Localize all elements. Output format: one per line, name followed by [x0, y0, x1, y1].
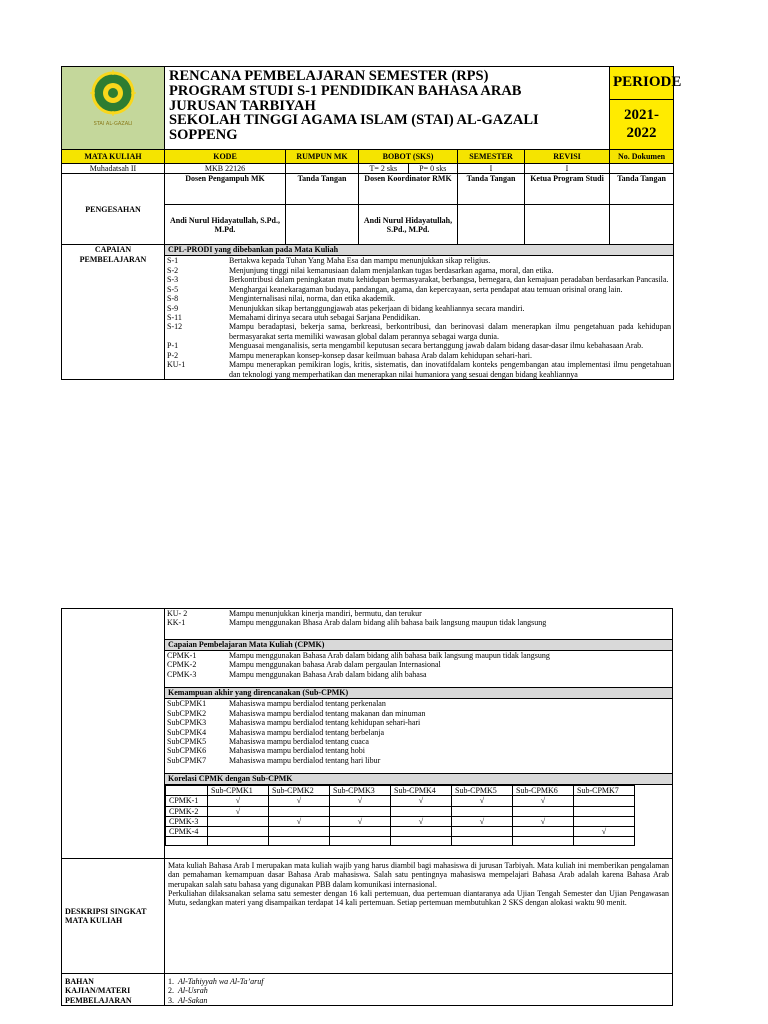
subcpmk-row-code: SubCPMK1	[167, 699, 207, 709]
course-rumpun	[286, 164, 359, 174]
korelasi-cell	[513, 827, 574, 837]
korelasi-col-header: Sub-CPMK5	[452, 786, 513, 796]
title-line-3: JURUSAN TARBIYAH	[169, 97, 316, 114]
korelasi-row-label: CPMK-4	[166, 827, 208, 837]
korelasi-cell: √	[391, 816, 452, 826]
cpl-row-text: Menghargai keanekaragaman budaya, pandangan, agama, dan kepercayaan, serta pendapat atau temuan orisinal orang lain.	[229, 284, 623, 294]
korelasi-row	[166, 796, 635, 806]
course-dokumen	[610, 164, 674, 174]
korelasi-cell	[208, 827, 269, 837]
cpl-row-text: Menjunjung tinggi nilai kemanusiaan dalam menjalankan tugas berdasarkan agama, moral, dan etika.	[229, 265, 554, 275]
korelasi-row-label	[166, 837, 208, 846]
cpl-row-code: S-5	[167, 284, 179, 294]
cpl-row	[165, 618, 672, 627]
korelasi-row-label: CPMK-2	[166, 806, 208, 816]
cpl-row-code: KK-1	[167, 618, 186, 628]
korelasi-cell: √	[513, 816, 574, 826]
subcpmk-row	[165, 728, 672, 737]
korelasi-col-header: Sub-CPMK7	[574, 786, 635, 796]
pengesahan-label: PENGESAHAN	[62, 174, 165, 245]
korelasi-col-header	[166, 786, 208, 796]
header-revisi: REVISI	[525, 150, 610, 164]
korelasi-cell	[574, 806, 635, 816]
col-ttd-3: Tanda Tangan	[610, 174, 674, 205]
rps-page-2	[61, 608, 673, 1006]
cpl-row-code: P-1	[167, 341, 179, 351]
bobot-praktik: P= 0 sks	[419, 164, 447, 174]
cpl-row-text: Mampu menunjukkan kinerja mandiri, bermutu, dan terukur	[229, 609, 422, 618]
korelasi-cell	[513, 806, 574, 816]
korelasi-cell	[330, 806, 391, 816]
subcpmk-row-code: SubCPMK5	[167, 736, 207, 746]
subcpmk-row-text: Mahasiswa mampu berdialod tentang berbelanja	[229, 727, 385, 737]
korelasi-col-header: Sub-CPMK3	[330, 786, 391, 796]
korelasi-col-header: Sub-CPMK2	[269, 786, 330, 796]
header-bobot: BOBOT (SKS)	[359, 150, 458, 164]
cpmk-row	[165, 660, 672, 669]
document-title	[165, 67, 610, 150]
subcpmk-row-text: Mahasiswa mampu berdialod tentang hari libur	[229, 755, 381, 765]
periode-value: 2021-2022	[610, 100, 674, 150]
logo-emblem-icon	[83, 67, 143, 133]
course-revisi: I	[525, 164, 610, 174]
col-ketua-prodi: Ketua Program Studi	[525, 174, 610, 205]
korelasi-cell	[574, 796, 635, 806]
cpl-row	[165, 275, 673, 284]
korelasi-cell: √	[574, 827, 635, 837]
subcpmk-row	[165, 699, 672, 708]
bahan-item-3: 3. Al-Sakan	[168, 995, 208, 1005]
cpl-row	[165, 304, 673, 313]
course-code: MKB 22126	[165, 164, 286, 174]
cpl-row	[165, 285, 673, 294]
subcpmk-row-code: SubCPMK7	[167, 755, 207, 765]
header-kode: KODE	[165, 150, 286, 164]
deskripsi-text-2: Perkuliahan dilaksanakan selama satu semester dengan 16 kali pertemuan, dua pertemuan diantaranya ada Ujian Tengah Semester dan Ujian Pengawasan Mutu, sedangkan materi yang disampaikan terdapat 14 kali pertemuan. Setiap pertemuan membutuhkan 2 SKS dengan alokasi waktu 90 menit.	[168, 888, 669, 907]
subcpmk-row	[165, 737, 672, 746]
cpl-row-code: S-2	[167, 265, 179, 275]
cpl-row-code: S-1	[167, 256, 179, 266]
subcpmk-row-text: Mahasiswa mampu berdialod tentang kehidupan sehari-hari	[229, 718, 421, 728]
korelasi-cell: √	[330, 816, 391, 826]
korelasi-cell: √	[452, 816, 513, 826]
subcpmk-row-text: Mahasiswa mampu berdialod tentang makanan dan minuman	[229, 708, 426, 718]
cpl-header: CPL-PRODI yang dibebankan pada Mata Kuliah	[165, 245, 673, 256]
cpl-row-text: Berkontribusi dalam peningkatan mutu kehidupan bermasyarakat, berbangsa, bernegara, dan kemajuan peradaban berdasarkan Pancasila.	[229, 275, 669, 285]
subcpmk-row	[165, 756, 672, 765]
bahan-label: BAHAN KAJIAN/MATERI PEMBELAJARAN	[62, 974, 165, 1006]
cpl-row-text: Memahami dirinya secara utuh sebagai Sarjana Pendidikan.	[229, 313, 421, 322]
korelasi-header-row	[166, 786, 635, 796]
cpmk-header: Capaian Pembelajaran Mata Kuliah (CPMK)	[165, 640, 672, 651]
cpmk-row	[165, 670, 672, 679]
col-ttd-1: Tanda Tangan	[286, 174, 359, 205]
cpl-row	[165, 313, 673, 322]
subcpmk-row-text: Mahasiswa mampu berdialod tentang perkenalan	[229, 699, 386, 709]
korelasi-cell	[574, 837, 635, 846]
korelasi-cell	[208, 837, 269, 846]
cpl-row-code: KU- 2	[167, 609, 188, 618]
korelasi-cell	[391, 806, 452, 816]
cpl-row	[165, 266, 673, 275]
cpl-row	[165, 294, 673, 303]
korelasi-cell	[269, 827, 330, 837]
cpl-row-text: Bertakwa kepada Tuhan Yang Maha Esa dan mampu menunjukkan sikap religius.	[229, 256, 491, 266]
signature-2	[458, 205, 525, 245]
subcpmk-row	[165, 746, 672, 755]
cpmk-row-text: Mampu menggunakan Bahasa Arab dalam bidang alih bahasa	[229, 669, 427, 679]
korelasi-cell	[452, 806, 513, 816]
cpmk-row-text: Mampu menggunakan bahasa Arab dalam pergaulan Internasional	[229, 660, 441, 670]
korelasi-cell	[269, 837, 330, 846]
subcpmk-row	[165, 709, 672, 718]
bahan-item-1: 1. Al-Tahiyyah wa Al-Ta’aruf	[168, 977, 264, 987]
cpl-row	[165, 609, 672, 618]
deskripsi-text: Mata kuliah Bahasa Arab I merupakan mata kuliah wajib yang harus diambil bagi mahasiswa di jurusan Tarbiyah. Mata kuliah ini memberikan pengalaman dan pemahaman kemampuan dasar Bahasa Arab mahasiswa. Salah satu pentingnya mahasiswa mempelajari Bahasa Arab adalah karena Bahasa Arab merupakan salah satu bahasa yang digunakan PBB dalam komunikasi internasional.	[168, 861, 669, 889]
cpl-row-code: S-3	[167, 275, 179, 285]
periode-label: PERIODE	[610, 67, 674, 100]
cpmk-row-code: CPMK-1	[167, 650, 197, 660]
korelasi-cell	[269, 806, 330, 816]
title-line-1: RENCANA PEMBELAJARAN SEMESTER (RPS)	[169, 68, 489, 84]
subcpmk-row-code: SubCPMK2	[167, 708, 207, 718]
korelasi-cell	[452, 837, 513, 846]
subcpmk-row-code: SubCPMK4	[167, 727, 207, 737]
korelasi-cell: √	[452, 796, 513, 806]
korelasi-row	[166, 806, 635, 816]
korelasi-header: Korelasi CPMK dengan Sub-CPMK	[165, 774, 672, 785]
header-rumpun: RUMPUN MK	[286, 150, 359, 164]
header-dokumen: No. Dokumen	[610, 150, 674, 164]
deskripsi-label: DESKRIPSI SINGKAT MATA KULIAH	[62, 859, 165, 974]
korelasi-col-header: Sub-CPMK6	[513, 786, 574, 796]
signature-1	[286, 205, 359, 245]
col-dosen-koordinator: Dosen Koordinator RMK	[359, 174, 458, 205]
korelasi-cell: √	[208, 796, 269, 806]
cpmk-row-text: Mampu menggunakan Bahasa Arab dalam bidang alih bahasa baik langsung maupun tidak langsung	[229, 650, 550, 660]
korelasi-cell	[330, 837, 391, 846]
korelasi-col-header: Sub-CPMK1	[208, 786, 269, 796]
korelasi-cell: √	[513, 796, 574, 806]
cpmk-row-code: CPMK-3	[167, 669, 197, 679]
korelasi-cell	[391, 827, 452, 837]
cpl-row-text: Mampu menggunakan Bhasa Arab dalam bidang alih bahasa baik langsung maupun tidak langsung	[229, 618, 547, 628]
rps-page-1	[61, 66, 682, 380]
korelasi-cell	[574, 816, 635, 826]
col-dosen-pengampu: Dosen Pengampuh MK	[165, 174, 286, 205]
bahan-item-2: 2. Al-Usrah	[168, 986, 208, 996]
subcpmk-row-text: Mahasiswa mampu berdialod tentang cuaca	[229, 736, 369, 746]
korelasi-cell	[330, 827, 391, 837]
subcpmk-row-code: SubCPMK3	[167, 718, 207, 728]
korelasi-table	[165, 785, 635, 846]
logo-text: STAI AL-GAZALI	[93, 121, 133, 127]
koordinator-name: Andi Nurul Hidayatullah, S.Pd., M.Pd.	[359, 205, 458, 245]
korelasi-cell	[391, 837, 452, 846]
cpl-row-text: Mampu menerapkan konsep-konsep dasar keilmuan bahasa Arab dalam kehidupan sehari-hari.	[229, 350, 533, 360]
cpmk-row	[165, 651, 672, 660]
cpl-row	[165, 351, 673, 360]
cpl-row-text: Menguasai menganalisis, serta mengambil keputusan secara bertanggung jawab dalam bidang dasar-dasar ilmu kebahasaan Arab.	[229, 341, 644, 351]
subcpmk-header: Kemampuan akhir yang direncanakan (Sub-CPMK)	[165, 688, 672, 699]
capaian-label: CAPAIAN PEMBELAJARAN	[62, 245, 165, 380]
korelasi-row-label: CPMK-3	[166, 816, 208, 826]
cpl-row-text: Mampu menerapkan pemikiran logis, kritis, sistematis, dan inovatifdalam konteks pengembangan atau implementasi ilmu pengetahuan dan teknologi yang memperhatikan dan menerapkan nilai humaniora yang sesuai dengan bidang keahliannya	[229, 360, 672, 379]
cpl-list-continued	[165, 609, 672, 628]
korelasi-row	[166, 816, 635, 826]
cpl-row-text: Mampu beradaptasi, bekerja sama, berkreasi, berkontribusi, dan berinovasi dalam menerapkan ilmu pengetahuan pada kehidupan bermasyarakat serta memiliki wawasan global dalam perannya sebagai warga dunia.	[229, 322, 672, 341]
cpl-list	[165, 256, 673, 379]
cpl-row-code: S-11	[167, 313, 182, 322]
rps-continued-table	[61, 608, 673, 1006]
cpl-row-code: KU-1	[167, 360, 186, 370]
pengampu-name: Andi Nurul Hidayatullah, S.Pd., M.Pd.	[165, 205, 286, 245]
korelasi-row	[166, 827, 635, 837]
rps-header-table	[61, 66, 682, 380]
korelasi-cell	[208, 816, 269, 826]
header-semester: SEMESTER	[458, 150, 525, 164]
korelasi-cell: √	[391, 796, 452, 806]
institution-logo	[62, 67, 165, 150]
cpl-row-text: Menunjukkan sikap bertanggungjawab atas pekerjaan di bidang keahliannya secara mandiri.	[229, 303, 525, 313]
course-name: Muhadatsah II	[62, 164, 165, 174]
korelasi-cell: √	[269, 816, 330, 826]
korelasi-cell: √	[208, 806, 269, 816]
cpl-row-code: S-12	[167, 322, 183, 332]
cpmk-list	[165, 651, 672, 679]
course-semester: I	[458, 164, 525, 174]
cpl-row-text: Menginternalisasi nilai, norma, dan etika akademik.	[229, 294, 396, 304]
subcpmk-row-code: SubCPMK6	[167, 746, 207, 756]
korelasi-cell	[452, 827, 513, 837]
korelasi-cell	[513, 837, 574, 846]
korelasi-row-label: CPMK-1	[166, 796, 208, 806]
title-line-4: SEKOLAH TINGGI AGAMA ISLAM (STAI) AL-GAZALI SOPPENG	[169, 112, 539, 144]
cpl-row	[165, 360, 673, 379]
subcpmk-row-text: Mahasiswa mampu berdialod tentang hobi	[229, 746, 365, 756]
cpl-row-code: P-2	[167, 350, 179, 360]
bobot-teori: T= 2 sks	[359, 164, 409, 173]
korelasi-cell: √	[269, 796, 330, 806]
col-ttd-2: Tanda Tangan	[458, 174, 525, 205]
cpl-row	[165, 256, 673, 265]
ketua-prodi-name	[525, 205, 610, 245]
cpl-row	[165, 341, 673, 350]
cpl-row	[165, 322, 673, 341]
cpl-row-code: S-8	[167, 294, 179, 304]
header-mata-kuliah: MATA KULIAH	[62, 150, 165, 164]
title-line-2: PROGRAM STUDI S-1 PENDIDIKAN BAHASA ARAB	[169, 82, 522, 99]
korelasi-cell: √	[330, 796, 391, 806]
korelasi-row	[166, 837, 635, 846]
cpl-row-code: S-9	[167, 303, 179, 313]
korelasi-col-header: Sub-CPMK4	[391, 786, 452, 796]
subcpmk-row	[165, 718, 672, 727]
cpmk-row-code: CPMK-2	[167, 660, 197, 670]
subcpmk-list	[165, 699, 672, 765]
signature-3	[610, 205, 674, 245]
